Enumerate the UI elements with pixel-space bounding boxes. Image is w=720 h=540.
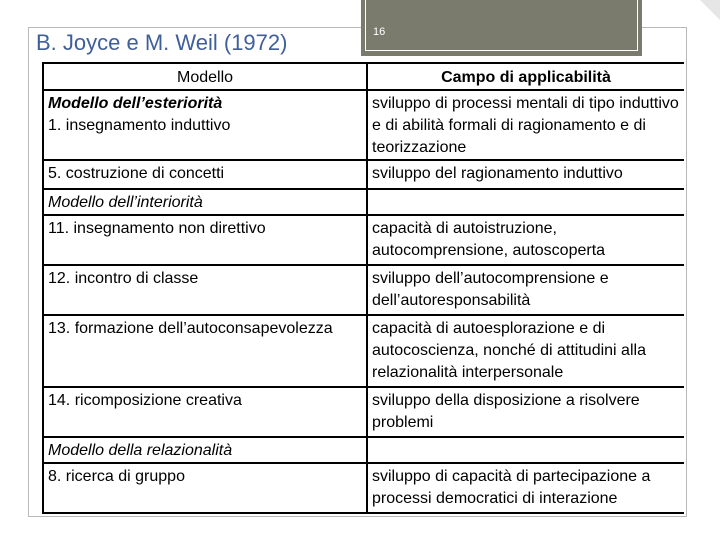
section-row [43, 189, 684, 215]
table-header-row [43, 63, 684, 90]
table-row [43, 265, 684, 315]
model-cell: 8. ricerca di gruppo [43, 463, 367, 513]
section-row [43, 437, 684, 463]
model-cell: 5. costruzione di concetti [43, 160, 367, 189]
scope-cell: capacità di autoistruzione, autocomprensione, autoscoperta [367, 215, 684, 265]
section-heading-esteriorita: Modello dell’esteriorità [48, 95, 223, 112]
model-cell [43, 90, 367, 160]
table-row [43, 215, 684, 265]
table-row [43, 315, 684, 387]
model-cell: 13. formazione dell’autoconsapevolezza [43, 315, 367, 387]
model-cell: 12. incontro di classe [43, 265, 367, 315]
scope-cell: sviluppo dell’autocomprensione e dell’autoresponsabilità [367, 265, 684, 315]
table-row [43, 90, 684, 160]
scope-cell: sviluppo del ragionamento induttivo [367, 160, 684, 189]
empty-cell [367, 437, 684, 463]
page-number: 16 [373, 26, 386, 38]
table-row [43, 387, 684, 437]
scope-cell: capacità di autoesplorazione e di autocoscienza, nonché di attitudini alla relazionalità interpersonale [367, 315, 684, 387]
scope-cell: sviluppo di processi mentali di tipo induttivo e di abilità formali di ragionamento e di teorizzazione [367, 90, 684, 160]
table-row [43, 463, 684, 513]
slide-title: B. Joyce e M. Weil (1972) [36, 30, 288, 55]
models-table-container [42, 62, 684, 515]
table-row [43, 160, 684, 189]
header-modello: Modello [43, 63, 367, 90]
models-table [42, 62, 684, 514]
section-heading-interiorita: Modello dell’interiorità [43, 189, 367, 215]
scope-cell: sviluppo della disposizione a risolvere problemi [367, 387, 684, 437]
corner-accent [700, 0, 720, 20]
page-number-badge-outline [365, 0, 638, 51]
model-cell: 14. ricomposizione creativa [43, 387, 367, 437]
section-heading-relazionalita: Modello della relazionalità [43, 437, 367, 463]
header-campo-di-applicabilita: Campo di applicabilità [367, 63, 684, 90]
empty-cell [367, 189, 684, 215]
model-cell: 11. insegnamento non direttivo [43, 215, 367, 265]
scope-cell: sviluppo di capacità di partecipazione a processi democratici di interazione [367, 463, 684, 513]
model-name: 1. insegnamento induttivo [48, 117, 231, 134]
